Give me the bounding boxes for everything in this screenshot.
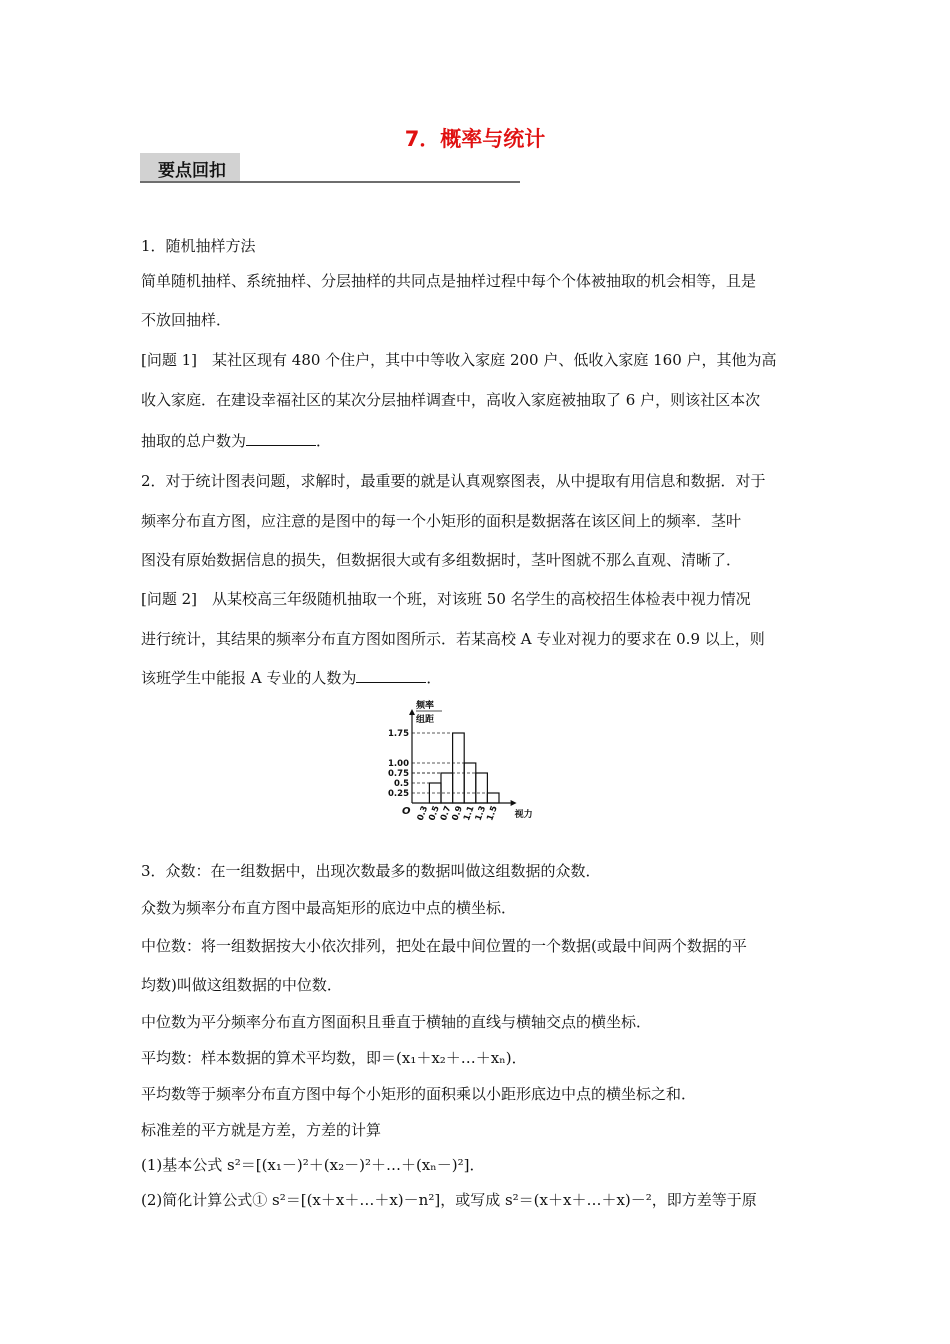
heading-sampling: 1．随机抽样方法 bbox=[141, 237, 256, 255]
histogram-bar bbox=[464, 763, 476, 803]
x-axis-label: 视力 bbox=[514, 810, 533, 820]
problem-1-line: 收入家庭．在建设幸福社区的某次分层抽样调查中，高收入家庭被抽取了 6 户，则该社区本次 bbox=[141, 391, 761, 409]
y-axis-label-numerator: 频率 bbox=[416, 701, 435, 711]
problem-2-line bbox=[141, 668, 441, 688]
period: ． bbox=[316, 432, 332, 450]
problem-1-line: [问题 1] 某社区现有 480 个住户，其中中等收入家庭 200 户、低收入家庭 160 户，其他为高 bbox=[141, 351, 777, 369]
x-tick-label: 1.1 bbox=[462, 804, 477, 823]
problem-2-line: 进行统计，其结果的频率分布直方图如图所示．若某高校 A 专业对视力的要求在 0.9 以上，则 bbox=[141, 630, 765, 648]
x-tick-label: 0.5 bbox=[427, 804, 442, 823]
x-axis-arrow bbox=[511, 800, 517, 806]
histogram-bar bbox=[453, 733, 465, 803]
y-tick-label: 0.25 bbox=[388, 789, 409, 799]
heading-charts: 2．对于统计图表问题，求解时，最重要的就是认真观察图表，从中提取有用信息和数据．对于 bbox=[141, 472, 766, 490]
page-title: 7．概率与统计 bbox=[404, 127, 546, 151]
histogram-bar bbox=[441, 773, 453, 803]
y-tick-label: 0.5 bbox=[393, 779, 409, 789]
frequency-histogram bbox=[370, 695, 580, 830]
y-axis-arrow bbox=[409, 709, 415, 715]
histogram-bar bbox=[487, 793, 499, 803]
heading-statistics: 3．众数：在一组数据中，出现次数最多的数据叫做这组数据的众数． bbox=[141, 862, 601, 880]
variance-formula-2: (2)简化计算公式① s²＝[(x＋x＋…＋x)－n²]，或写成 s²＝(x＋x＋…＋x)－²，即方差等于原 bbox=[141, 1191, 757, 1209]
y-tick-label: 1.75 bbox=[388, 729, 409, 739]
histogram-bars bbox=[429, 733, 499, 803]
text-line: 图没有原始数据信息的损失，但数据很大或有多组数据时，茎叶图就不那么直观、清晰了． bbox=[141, 551, 742, 569]
text-line: 众数为频率分布直方图中最高矩形的底边中点的横坐标． bbox=[141, 899, 517, 917]
problem-2-line: [问题 2] 从某校高三年级随机抽取一个班，对该班 50 名学生的高校招生体检表中视力情况 bbox=[141, 590, 751, 608]
y-axis-label-denominator: 组距 bbox=[416, 715, 435, 725]
mean-formula: 平均数：样本数据的算术平均数，即＝(x₁＋x₂＋…＋xₙ)． bbox=[141, 1049, 527, 1067]
answer-blank-1[interactable] bbox=[246, 431, 316, 446]
x-tick-label: 0.3 bbox=[415, 804, 431, 823]
text-line: 不放回抽样． bbox=[141, 311, 232, 329]
section-header bbox=[140, 153, 520, 183]
text-line: 频率分布直方图，应注意的是图中的每一个小矩形的面积是数据落在该区间上的频率．茎叶 bbox=[141, 512, 742, 530]
section-title: 要点回扣 bbox=[158, 161, 226, 181]
text-line: 均数)叫做这组数据的中位数． bbox=[141, 976, 342, 994]
text-line: 简单随机抽样、系统抽样、分层抽样的共同点是抽样过程中每个个体被抽取的机会相等，且是 bbox=[141, 272, 757, 290]
y-tick-label: 1.00 bbox=[388, 759, 409, 769]
y-tick-label: 0.75 bbox=[388, 769, 409, 779]
period: ． bbox=[426, 669, 442, 687]
x-tick-label: 1.3 bbox=[473, 804, 489, 823]
x-tick-label: 1.5 bbox=[485, 804, 500, 823]
text-line: 中位数：将一组数据按大小依次排列，把处在最中间位置的一个数据(或最中间两个数据的平 bbox=[141, 937, 747, 955]
x-tick-label: 0.9 bbox=[450, 804, 466, 823]
answer-blank-2[interactable] bbox=[356, 668, 426, 683]
variance-formula-1: (1)基本公式 s²＝[(x₁－)²＋(x₂－)²＋…＋(xₙ－)²]． bbox=[141, 1156, 485, 1174]
problem-1-line bbox=[141, 431, 331, 451]
text-line: 平均数等于频率分布直方图中每个小矩形的面积乘以小距形底边中点的横坐标之和． bbox=[141, 1085, 697, 1103]
problem-1-text: 抽取的总户数为 bbox=[141, 432, 247, 450]
text-line: 标准差的平方就是方差，方差的计算 bbox=[141, 1121, 382, 1139]
problem-2-text: 该班学生中能报 A 专业的人数为 bbox=[141, 669, 357, 687]
histogram-bar bbox=[476, 773, 488, 803]
x-tick-label: 0.7 bbox=[438, 804, 454, 823]
origin-label: O bbox=[402, 806, 411, 817]
text-line: 中位数为平分频率分布直方图面积且垂直于横轴的直线与横轴交点的横坐标． bbox=[141, 1013, 652, 1031]
